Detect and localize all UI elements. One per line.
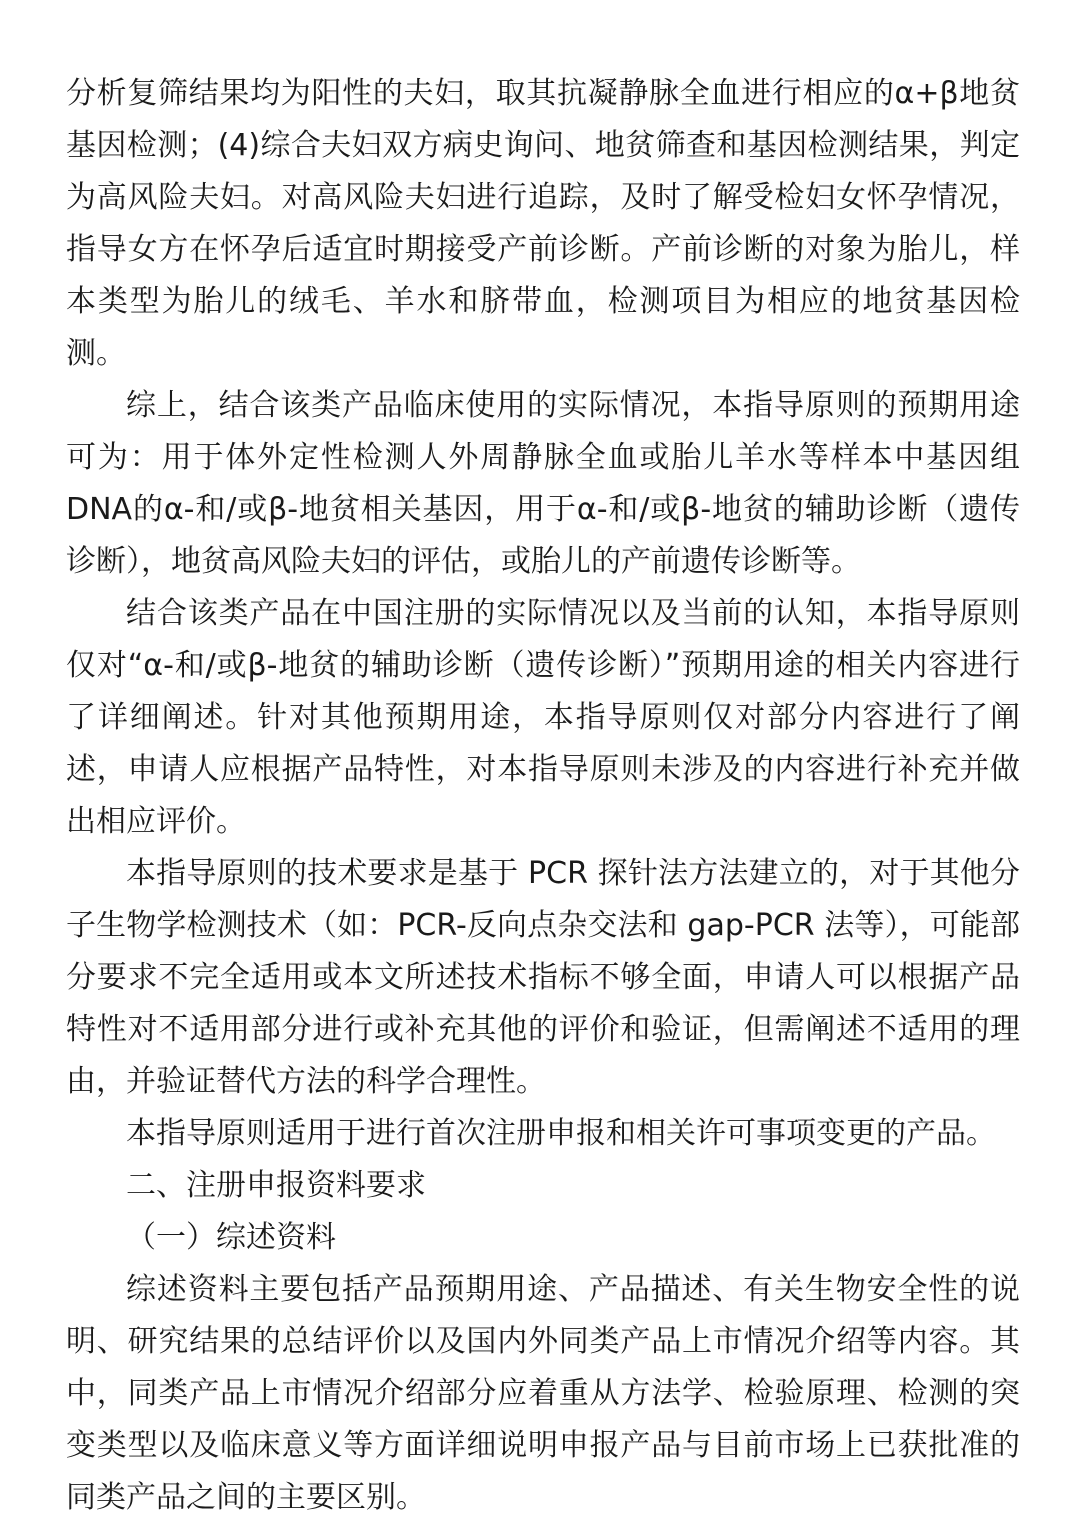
paragraph-overview-materials: 综述资料主要包括产品预期用途、产品描述、有关生物安全性的说明、研究结果的总结评价以及国内外同类产品上市情况介绍等内容。其中，同类产品上市情况介绍部分应着重从方法学、检验原理、检测的突变类型以及临床意义等方面详细说明申报产品与目前市场上已获批准的同类产品之间的主要区别。: [66, 1272, 1020, 1515]
subsection-heading: （一）综述资料: [126, 1220, 336, 1255]
paragraph-technical-requirements: 本指导原则的技术要求是基于 PCR 探针法方法建立的，对于其他分子生物学检测技术（如：PCR-反向点杂交法和 gap-PCR 法等），可能部分要求不完全适用或本文所述技术指标不够全面，申请人可以根据产品特性对不适用部分进行或补充其他的评价和验证，但需阐述不适用的理由，并验证替代方法的科学合理性。: [66, 856, 1020, 1099]
paragraph-intended-use: 综上，结合该类产品临床使用的实际情况，本指导原则的预期用途可为：用于体外定性检测人外周静脉全血或胎儿羊水等样本中基因组DNA的α-和/或β-地贫相关基因，用于α-和/或β-地贫的辅助诊断（遗传诊断），地贫高风险夫妇的评估，或胎儿的产前遗传诊断等。: [66, 388, 1020, 579]
paragraph-testing-procedure: 分析复筛结果均为阳性的夫妇，取其抗凝静脉全血进行相应的α+β地贫基因检测；(4)综合夫妇双方病史询问、地贫筛查和基因检测结果，判定为高风险夫妇。对高风险夫妇进行追踪，及时了解受检妇女怀孕情况，指导女方在怀孕后适宜时期接受产前诊断。产前诊断的对象为胎儿，样本类型为胎儿的绒毛、羊水和脐带血，检测项目为相应的地贫基因检测。: [66, 76, 1020, 371]
document-body: [66, 68, 1020, 1524]
section-heading: 二、注册申报资料要求: [126, 1168, 426, 1203]
paragraph-applicability: 本指导原则适用于进行首次注册申报和相关许可事项变更的产品。: [126, 1116, 996, 1151]
paragraph-scope-of-guideline: 结合该类产品在中国注册的实际情况以及当前的认知，本指导原则仅对“α-和/或β-地贫的辅助诊断（遗传诊断）”预期用途的相关内容进行了详细阐述。针对其他预期用途，本指导原则仅对部分内容进行了阐述，申请人应根据产品特性，对本指导原则未涉及的内容进行补充并做出相应评价。: [66, 596, 1020, 839]
